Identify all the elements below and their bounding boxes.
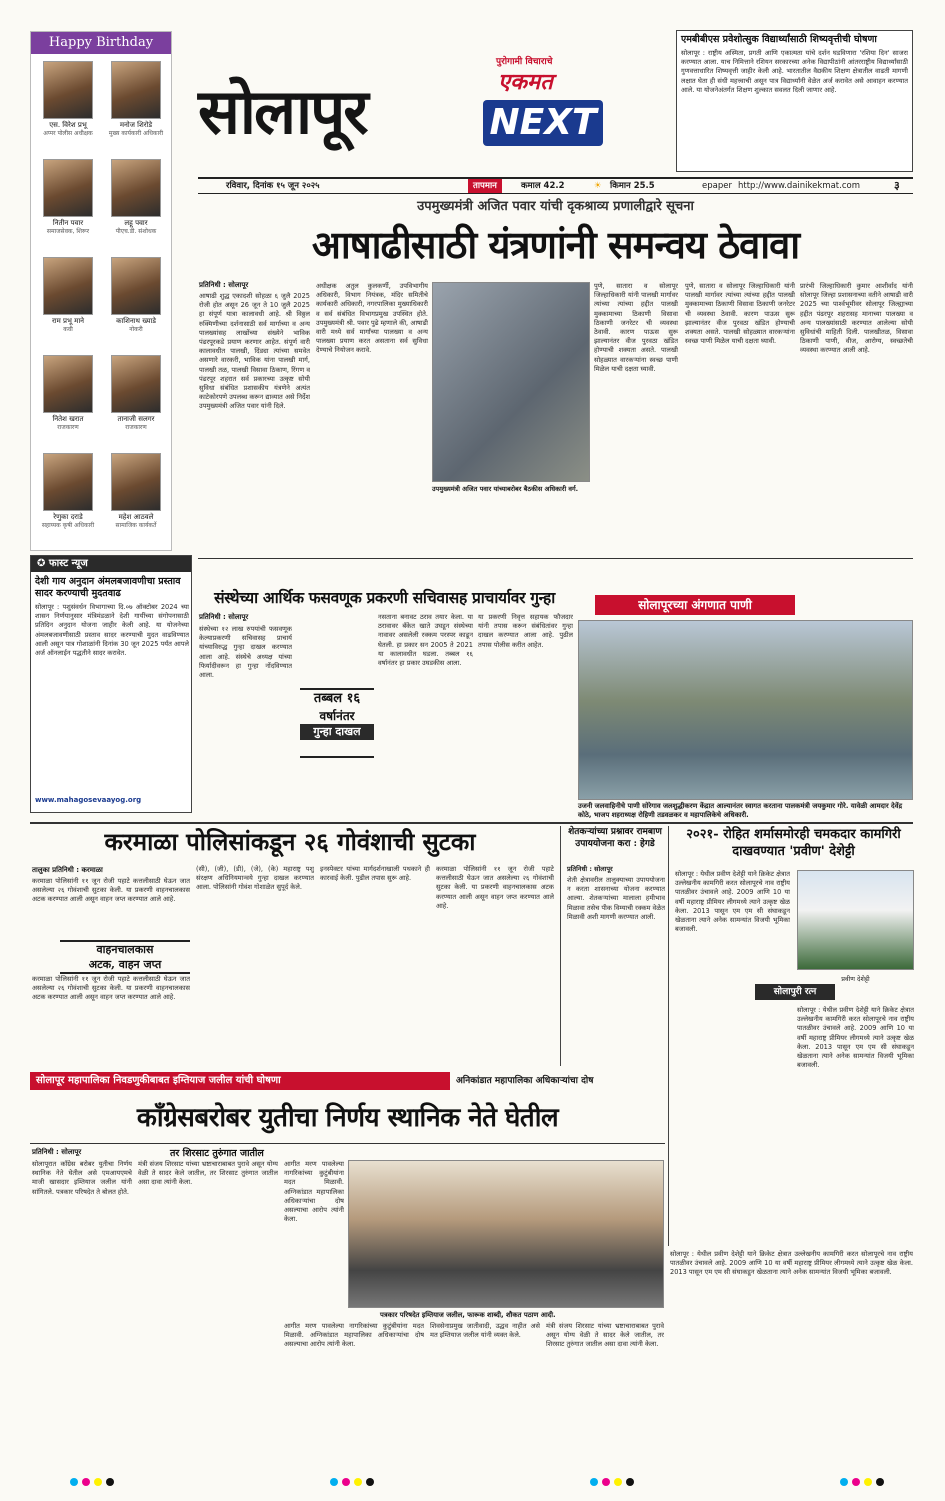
story-headline: एमबीबीएस प्रवेशोत्सुक विद्यार्थ्यांसाठी शिष्यवृत्तीची घोषणा <box>681 34 877 45</box>
cyan-mark <box>330 1478 338 1486</box>
top-right-story <box>676 30 913 172</box>
divider <box>30 1143 665 1144</box>
cricket-photo-caption: प्रवीण देशेट्टी <box>841 975 870 983</box>
cyan-mark <box>590 1478 598 1486</box>
congress-column-5: शिवसेनाप्रमुख जातीवादी, उद्धव नाहीत असे मत इम्तियाज जलील यांनी व्यक्त केले. <box>430 1322 540 1340</box>
lead-kicker: उपमुख्यमंत्री अजित पवार यांची दृकश्राव्य प्रणालीद्वारे सूचना <box>417 199 694 214</box>
birthday-person <box>35 58 101 153</box>
black-mark <box>106 1478 114 1486</box>
min-temperature: किमान 25.5 <box>610 181 655 191</box>
birthday-person <box>35 156 101 251</box>
person-role: कवी <box>63 326 73 333</box>
cattle-headline: करमाळा पोलिसांकडून २६ गोवंशाची सुटका <box>104 827 476 856</box>
lead-photo <box>432 282 590 482</box>
person-role: राजकारण <box>57 424 79 431</box>
birthday-person <box>35 450 101 545</box>
person-photo <box>43 61 93 119</box>
newspaper-logo: सोलापूर <box>198 75 367 148</box>
masthead <box>198 57 678 175</box>
person-role: मुख्य कार्यकारी अधिकारी <box>108 130 164 137</box>
congress-byline: प्रतिनिधी : सोलापूर <box>32 1148 82 1156</box>
person-name: राम प्रभू माने <box>51 317 85 325</box>
birthday-person <box>103 156 169 251</box>
congress-headline: काँग्रेसबरोबर युतीचा निर्णय स्थानिक नेते घेतील <box>136 1103 559 1133</box>
person-name: नितेश खरात <box>52 415 84 423</box>
birthday-panel <box>30 31 172 551</box>
fraud-column-3: या प्रकरणी निवृत्त सहायक फौजदार यांनी तपास करून संबंधितांवर गुन्हा दाखल करण्यात आला आहे. पुढील तपास पोलीस करीत आहेत. <box>478 613 573 649</box>
cattle-pull-2: अटक, वाहन जप्त <box>88 958 162 971</box>
cricket-story <box>668 826 913 1246</box>
cattle-pull-1: वाहनचालकास <box>96 943 154 956</box>
divider <box>198 558 913 559</box>
cricket-column-1: सोलापूर : येथील प्रवीण देशेट्टी याने क्रिकेट क्षेत्रात उल्लेखनीय कामगिरी करत सोलापूरचे नाव राष्ट्रीय पातळीवर उंचावले आहे. 2009 आणि 10 या वर्षी महाराष्ट्र प्रीमियर लीगमध्ये त्याने उत्कृष्ट खेळ केला. 2013 पासून एम एम सी संघाकडून खेळताना त्याने अनेक सामन्यांत विजयी भूमिका बजावली. <box>675 870 790 934</box>
cricket-tag: सोलापुरी रत्न <box>755 984 835 1000</box>
lead-column-3b: पुणे, सातारा व सोलापूर जिल्हाधिकारी यांनी पालखी मार्गावर त्यांच्या त्यांच्या हद्दीत पालखी मुक्कामाच्या ठिकाणी विसावा ठिकाणी जनरेटर ची व्यवस्था ठेवावी. कारण पाऊस सुरू झाल्यानंतर वीज पुरवठा खंडित होण्याची शक्यता असते. पालखी सोहळ्यात वारकऱ्यांना स्वच्छ पाणी मिळेल याची दक्षता घ्यावी. <box>685 282 795 346</box>
person-photo <box>111 159 161 217</box>
congress-subhead: तर शिरसाट तुरुंगात जातील <box>170 1148 264 1159</box>
lead-column-3: पुणे, सातारा व सोलापूर जिल्हाधिकारी यांनी पालखी मार्गावर त्यांच्या त्यांच्या हद्दीत पालखी मुक्कामाच्या ठिकाणी विसावा ठिकाणी जनरेटर ची व्यवस्था ठेवावी. कारण पाऊस सुरू झाल्यानंतर वीज पुरवठा खंडित होण्याची शक्यता असते. पालखी सोहळ्यात वारकऱ्यांना स्वच्छ पाणी मिळेल याची दक्षता घ्यावी. <box>594 282 678 373</box>
pull-line-2: वर्षानंतर <box>319 709 355 723</box>
person-photo <box>43 355 93 413</box>
story-body: सोलापूर : राष्ट्रीय अस्मिता, प्रगती आणि एकात्मता यांचे दर्शन घडविणारा 'रशिया दिन' साजरा करण्यात आला. याच निमित्ताने रशियन सरकारच्या अनेक विद्यापीठांनी आंतरराष्ट्रीय विद्यार्थ्यांसाठी गुणवत्ताधारित शिष्यवृत्ती जाहीर केली आहे. भारतातील वैद्यकीय शिक्षण क्षेत्रातील वाढती मागणी लक्षात घेता ही संधी महत्त्वाची असून पात्र विद्यार्थ्यांनी वेळेत अर्ज करावेत असे आवाहन करण्यात आले. या योजनेअंतर्गत शिक्षण शुल्कात सवलत दिली जाणार आहे. <box>681 49 908 94</box>
cricket-column-3: सोलापूर : येथील प्रवीण देशेट्टी याने क्रिकेट क्षेत्रात उल्लेखनीय कामगिरी करत सोलापूरचे नाव राष्ट्रीय पातळीवर उंचावले आहे. 2009 आणि 10 या वर्षी महाराष्ट्र प्रीमियर लीगमध्ये त्याने उत्कृष्ट खेळ केला. 2013 पासून एम एम सी संघाकडून खेळताना त्याने अनेक सामन्यांत विजयी भूमिका बजावली. <box>670 1250 913 1277</box>
divider <box>30 822 913 824</box>
farmers-story <box>560 826 664 1066</box>
cattle-column-2: (सी), (जी), (डी), (जे), (के) महाराष्ट्र पशु संरक्षण अधिनियमान्वये गुन्हा दाखल करण्यात आला. पोलिसांनी गोवंश गोशाळेत सुपूर्द केले. <box>196 865 314 892</box>
black-mark <box>626 1478 634 1486</box>
black-mark <box>876 1478 884 1486</box>
dateline-bar <box>198 177 913 194</box>
magenta-mark <box>342 1478 350 1486</box>
fraud-column-1: संस्थेच्या १२ लाख रुपयांची फसवणूक केल्याप्रकरणी सचिवासह प्राचार्य यांच्याविरुद्ध गुन्हा दाखल करण्यात आला आहे. संस्थेचे अध्यक्ष यांच्या फिर्यादीवरून हा गुन्हा नोंदविण्यात आला. <box>199 625 292 680</box>
congress-kicker-left: सोलापूर महापालिका निवडणुकीबाबत इम्तियाज जलील यांची घोषणा <box>30 1072 450 1090</box>
print-registration-marks <box>0 1478 945 1492</box>
magenta-mark <box>602 1478 610 1486</box>
person-name: मनोज शिरोडे <box>119 121 153 129</box>
congress-column-4: आगीत मरण पावलेल्या नागरिकांच्या कुटुंबीयांना मदत मिळावी. अग्निकांडात महापालिका अधिकाऱ्यांचा दोष असल्याचा आरोप त्यांनी केला. <box>284 1322 424 1349</box>
person-role: पीएच.डी. संशोधक <box>115 228 157 235</box>
person-photo <box>111 355 161 413</box>
yellow-mark <box>94 1478 102 1486</box>
magenta-mark <box>852 1478 860 1486</box>
person-name: महेश आठवले <box>118 513 154 521</box>
cattle-column-1b: करमाळा पोलिसांनी ११ जून रोजी पहाटे कत्तलीसाठी घेऊन जात असलेल्या २६ गोवंशाची सुटका केली. या प्रकरणी वाहनचालकास अटक करण्यात आली असून वाहन जप्त करण्यात आले आहे. <box>32 975 190 1002</box>
person-role: सामाजिक कार्यकर्ते <box>115 522 157 529</box>
pull-line-1: तब्बल १६ <box>313 691 361 706</box>
congress-kicker-right: अनिकांडात महापालिका अधिकाऱ्यांचा दोष <box>456 1076 594 1086</box>
max-temperature: कमाल 42.2 <box>521 181 565 191</box>
congress-column-3: आगीत मरण पावलेल्या नागरिकांच्या कुटुंबीयांना मदत मिळावी. अग्निकांडात महापालिका अधिकाऱ्यांचा दोष असल्याचा आरोप त्यांनी केला. <box>284 1160 344 1224</box>
cricket-headline: २०२१- रोहित शर्मासमोरही चमकदार कामगिरी दाखवण्यात 'प्रवीण' देशेट्टी <box>686 827 901 859</box>
person-role: नोकरी <box>129 326 143 333</box>
page-number: ३ <box>894 179 900 192</box>
yellow-mark <box>354 1478 362 1486</box>
person-photo <box>43 257 93 315</box>
cyan-mark <box>840 1478 848 1486</box>
birthday-person <box>35 352 101 447</box>
person-name: काशिनाथ ख्याडे <box>116 317 156 325</box>
person-role: समाजसेवक, शिरूर <box>46 228 90 235</box>
farmers-headline: शेतकऱ्यांच्या प्रश्नावर रामबाण उपाययोजना करा : हेगडे <box>568 827 662 849</box>
cattle-column-1: करमाळा पोलिसांनी ११ जून रोजी पहाटे कत्तलीसाठी घेऊन जात असलेल्या २६ गोवंशाची सुटका केली. या प्रकरणी वाहनचालकास अटक करण्यात आली असून वाहन जप्त करण्यात आले आहे. <box>32 877 190 904</box>
congress-photo-caption: पत्रकार परिषदेत इम्तियाज जलील, फारूक शाब्दी, शौकत पठाण आदी. <box>380 1311 556 1319</box>
person-photo <box>43 453 93 511</box>
lead-byline: प्रतिनिधी : सोलापूर <box>199 281 249 289</box>
farmers-byline: प्रतिनिधी : सोलापूर <box>567 865 613 873</box>
yellow-mark <box>614 1478 622 1486</box>
cyan-mark <box>70 1478 78 1486</box>
fast-news-label-text: फास्ट न्यूज <box>48 558 88 569</box>
cricket-photo <box>797 870 914 970</box>
fraud-byline: प्रतिनिधी : सोलापूर <box>199 613 249 621</box>
congress-photo <box>348 1160 664 1308</box>
congress-column-1: सोलापूरात काँग्रेस बरोबर युतीचा निर्णय स्थानिक नेते घेतील असे एमआयएमचे माजी खासदार इम्तियाज जलील यांनी सांगितले. पत्रकार परिषदेत ते बोलत होते. <box>32 1160 132 1196</box>
cattle-column-4: करमाळा पोलिसांनी ११ जून रोजी पहाटे कत्तलीसाठी घेऊन जात असलेल्या २६ गोवंशाची सुटका केली. या प्रकरणी वाहनचालकास अटक करण्यात आली असून वाहन जप्त करण्यात आले आहे. <box>436 865 554 910</box>
brand-tagline: पुरोगामी विचाराचे <box>496 57 553 67</box>
person-photo <box>43 159 93 217</box>
person-name: लहू पवार <box>124 219 148 227</box>
water-caption: उजनी जलवाहिनीचे पाणी सोरेगाव जलशुद्धीकरण केंद्रात आल्यानंतर स्वागत करताना पालकमंत्री जयकुमार गोरे. यावेळी आमदार देवेंद्र कोठे, भाजप शहराध्यक्ष रोहिणी तडवळकर व महापालिकेचे अधिकारी. <box>578 802 903 819</box>
lead-headline: आषाढीसाठी यंत्रणांनी समन्वय ठेवावा <box>311 222 800 267</box>
fast-news-link[interactable]: www.mahagosevaayog.org <box>35 796 142 804</box>
lead-column-1: आषाढी शुद्ध एकादशी सोहळा ६ जुलै 2025 रोजी होत असून 26 जून ते 10 जुलै 2025 हा संपूर्ण यात्रा कालावधी आहे. श्री विठ्ठल रुक्मिणीच्या दर्शनासाठी सर्व मार्गाच्या व अन्य पालख्यांसह लाखोंच्या संख्येने भाविक पंढरपूरकडे प्रयाण करणार आहेत. संपूर्ण वारी कालावधीत पालखी, दिंड्या त्यांच्या समवेत असणारे वारकरी, भाविक यांना पालखी मार्ग, पालखी तळ, पालखी विसावा ठिकाण, रिंगण व पंढरपूर शहरात सर्व प्रकारच्या उत्कृष्ट सोयी सुविधा संबंधित प्रशासकीय यंत्रणेने अत्यंत काटेकोरपणे उपलब्ध करून द्याव्यात असे निर्देश उपमुख्यमंत्री अजित पवार यांनी दिले. <box>199 292 310 411</box>
black-mark <box>366 1478 374 1486</box>
temperature-label: तापमान <box>468 179 502 193</box>
lead-column-2: अधीक्षक अतुल कुलकर्णी, उपविभागीय अधिकारी, विभाग नियंत्रक, मंदिर समितीचे कार्यकारी अधिकारी, नगरपालिका मुख्याधिकारी व सर्व संबंधित विभागप्रमुख उपस्थित होते. उपमुख्यमंत्री श्री. पवार पुढे म्हणाले की, आषाढी वारी मध्ये सर्व मार्गांच्या पालख्या व अन्य पालख्या प्रयाण करत असताना सर्व सुविधा देण्याचे नियोजन करावे. <box>316 282 428 355</box>
sun-icon: ☀ <box>594 181 602 191</box>
birthday-person <box>103 58 169 153</box>
congress-column-6: मंत्री संजय शिरसाट यांच्या भ्रष्टाचाराबाबत पुरावे असून योग्य वेळी ते सादर केले जातील, तर शिरसाट तुरुंगात जातील असा दावा त्यांनी केला. <box>546 1322 664 1349</box>
cattle-byline: तालुका प्रतिनिधी : करमाळा <box>32 866 103 874</box>
lead-photo-caption: उपमुख्यमंत्री अजित पवार यांच्याबरोबर बैठकीस अधिकारी वर्ग. <box>432 485 579 493</box>
fast-news-headline: देशी गाय अनुदान अंमलबजावणीचा प्रस्ताव सादर करण्याची मुदतवाढ <box>35 576 181 599</box>
person-photo <box>111 257 161 315</box>
fraud-pull-quote <box>300 688 374 758</box>
fraud-headline: संस्थेच्या आर्थिक फसवणूक प्रकरणी सचिवासह प्राचार्यावर गुन्हा <box>214 588 555 607</box>
water-tag: सोलापूरच्या अंगणात पाणी <box>595 595 795 615</box>
birthday-person <box>103 352 169 447</box>
fast-news-label <box>31 556 191 572</box>
pull-line-3: गुन्हा दाखल <box>300 724 374 740</box>
person-photo <box>111 453 161 511</box>
website-link[interactable]: http://www.dainikekmat.com <box>738 181 860 191</box>
fast-news-box <box>30 555 192 813</box>
person-photo <box>111 61 161 119</box>
person-role: सहाय्यक कृषी अधिकारी <box>41 522 95 529</box>
news-icon: ✪ <box>37 558 49 569</box>
birthday-title: Happy Birthday <box>31 32 171 54</box>
person-name: नितीन पवार <box>52 219 84 227</box>
birthday-person <box>35 254 101 349</box>
water-photo <box>578 620 913 800</box>
fraud-column-2: नसताना बनावट ठराव तयार केला. या ठरावावर बँकेत खाते उघडून संस्थेच्या नावावर असलेली रक्कम परस्पर काढून घेतली. हा प्रकार सन 2005 ते 2021 या कालावधीत घडला. तब्बल १६ वर्षानंतर हा प्रकार उघडकीस आला. <box>378 613 473 668</box>
congress-column-2: मंत्री संजय शिरसाट यांच्या भ्रष्टाचाराबाबत पुरावे असून योग्य वेळी ते सादर केले जातील, तर शिरसाट तुरुंगात जातील असा दावा त्यांनी केला. <box>138 1160 278 1187</box>
person-name: तानाजी सलगर <box>117 415 155 423</box>
epaper-label: epaper <box>702 181 732 191</box>
person-name: रेणुका दराडे <box>53 513 83 521</box>
issue-date: रविवार, दिनांक १५ जून २०२५ <box>226 181 320 191</box>
person-role: राजकारण <box>125 424 147 431</box>
birthday-person <box>103 254 169 349</box>
birthday-person <box>103 450 169 545</box>
next-logo: NEXT <box>483 100 603 146</box>
fast-news-body: सोलापूर : पशुसंवर्धन विभागाच्या दि.०७ ऑक्टोबर 2024 च्या शासन निर्णयानुसार मंत्रिमंडळाने देशी गायींच्या संगोपनासाठी प्रतिदिन अनुदान योजना जाहीर केली आहे. या योजनेच्या अंमलबजावणीसाठी प्रस्ताव सादर करण्याची मुदत वाढविण्यात आली असून पात्र गोशाळांनी दिनांक 30 जून 2025 पर्यंत आपले अर्ज ऑनलाईन पद्धतीने सादर करावेत. <box>35 603 189 658</box>
person-name: एस. विरेश प्रभू <box>49 121 87 129</box>
cricket-column-2: सोलापूर : येथील प्रवीण देशेट्टी याने क्रिकेट क्षेत्रात उल्लेखनीय कामगिरी करत सोलापूरचे नाव राष्ट्रीय पातळीवर उंचावले आहे. 2009 आणि 10 या वर्षी महाराष्ट्र प्रीमियर लीगमध्ये त्याने उत्कृष्ट खेळ केला. 2013 पासून एम एम सी संघाकडून खेळताना त्याने अनेक सामन्यांत विजयी भूमिका बजावली. <box>797 1006 914 1070</box>
brand-name: एकमत <box>498 70 553 95</box>
cattle-pull-quote <box>60 940 190 974</box>
person-role: अप्पर पोलीस अधीक्षक <box>43 130 93 137</box>
farmers-body: शेती क्षेत्रावरील तालुक्याच्या उपाययोजना न करता शासनाच्या योजना करण्यात आल्या. शेतकऱ्यांच्या मालाला हमीभाव मिळावा तसेच पीक विम्याची रक्कम वेळेत मिळावी अशी मागणी करण्यात आली. <box>567 876 665 921</box>
lead-column-4: प्रारंभी जिल्हाधिकारी कुमार आशीर्वाद यांनी सोलापूर जिल्हा प्रशासनाच्या वतीने आषाढी वारी 2025 च्या पार्श्वभूमीवर सोलापूर जिल्ह्याच्या हद्दीत पंढरपूर शहरासह मानाच्या पालख्या व अन्य पालख्यांसाठी करण्यात आलेल्या सोयी सुविधांची माहिती दिली. पालखीतळ, विसावा ठिकाणी पाणी, वीज, आरोग्य, स्वच्छतेची व्यवस्था करण्यात आली आहे. <box>800 282 913 355</box>
cattle-column-3: इनस्पेक्टर यांच्या मार्गदर्शनाखाली पथकाने ही कारवाई केली. पुढील तपास सुरू आहे. <box>320 865 430 883</box>
yellow-mark <box>864 1478 872 1486</box>
magenta-mark <box>82 1478 90 1486</box>
